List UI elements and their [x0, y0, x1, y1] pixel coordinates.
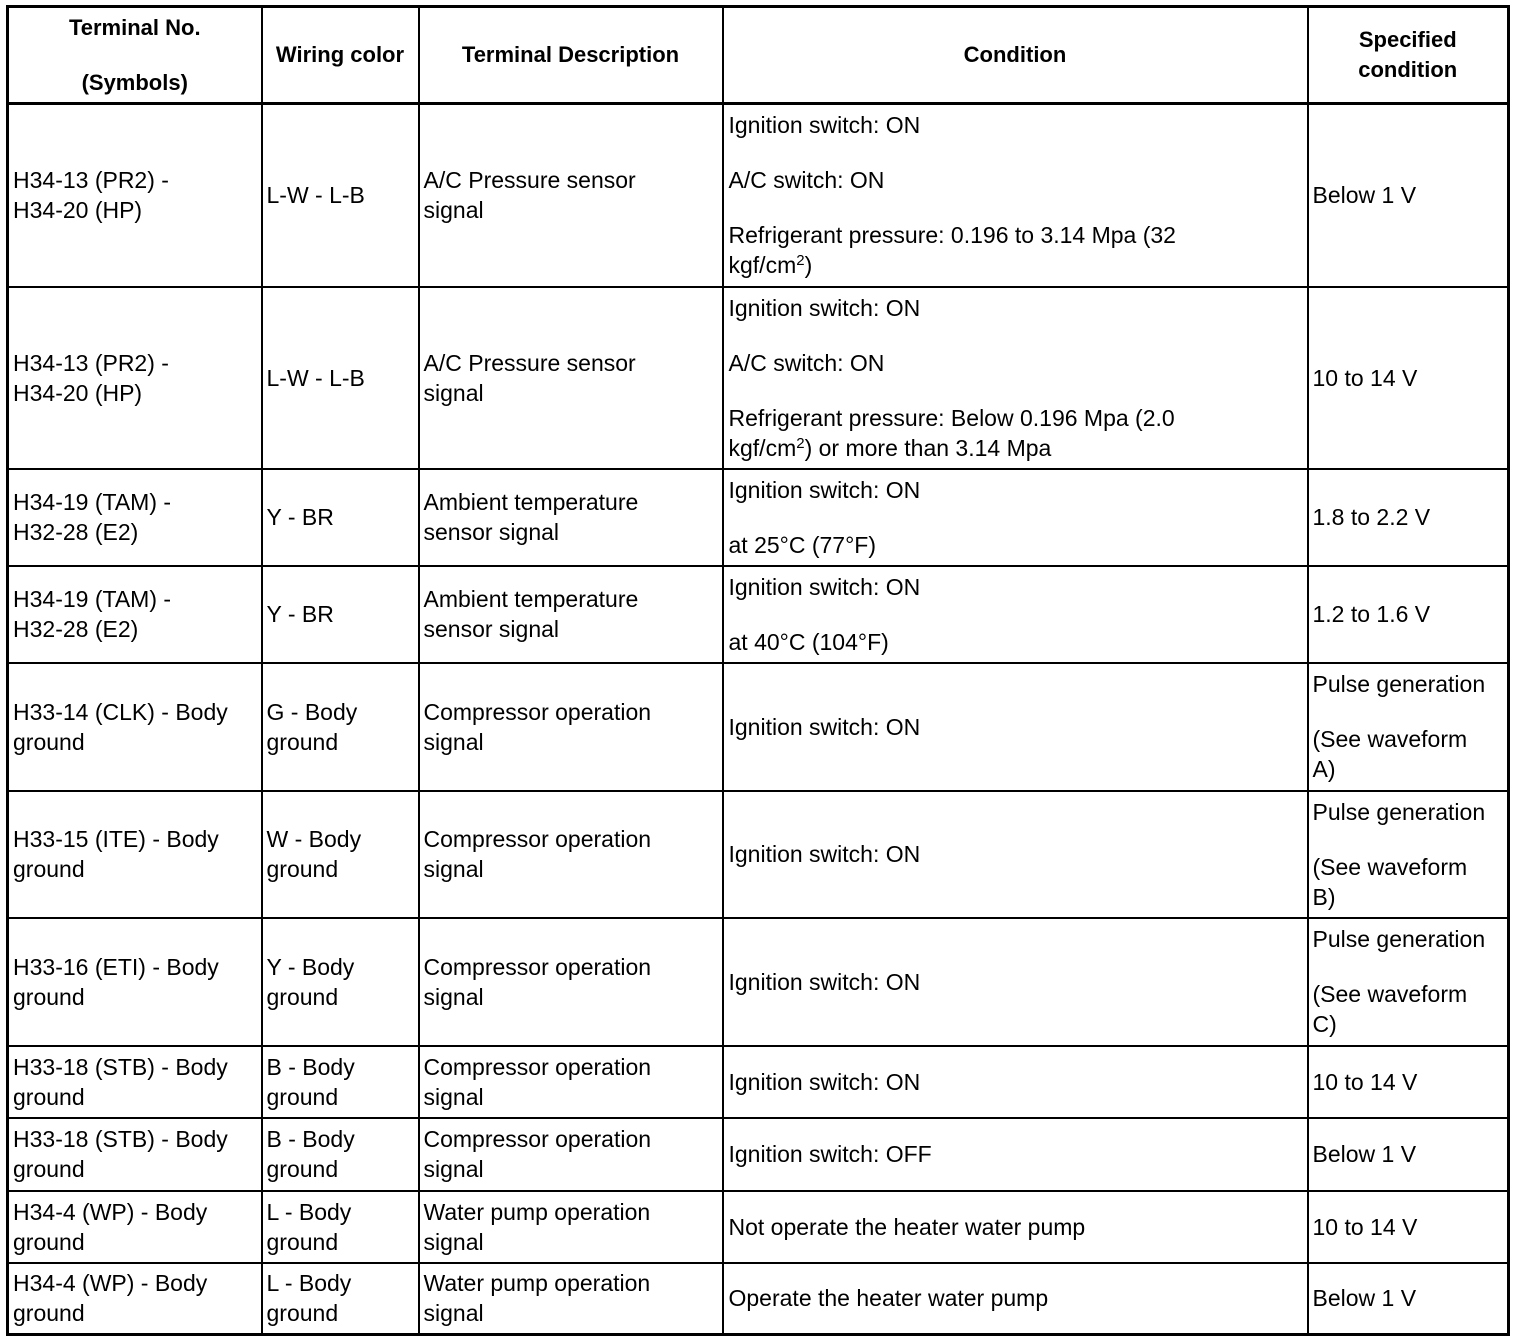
- cell-wiring: [262, 104, 419, 287]
- description-line: Compressor operation: [423, 698, 652, 725]
- table-row: [8, 663, 1509, 791]
- header-specified: [1308, 7, 1509, 104]
- description-line: signal: [423, 856, 484, 882]
- condition-line: at 25°C (77°F): [728, 531, 877, 558]
- header-specified-line2: condition: [1358, 57, 1458, 82]
- cell-wiring: [262, 1263, 419, 1335]
- terminal-line: H32-28 (E2): [13, 616, 139, 642]
- header-description: Terminal Description: [419, 7, 723, 104]
- terminal-line: H32-28 (E2): [13, 519, 139, 545]
- condition-line: at 40°C (104°F): [728, 628, 889, 655]
- description-line: signal: [423, 1156, 484, 1182]
- wiring-line: ground: [266, 1083, 339, 1110]
- terminal-line: ground: [13, 1228, 85, 1255]
- description-line: Ambient temperature: [423, 586, 639, 612]
- cell-specified: [1308, 1263, 1509, 1335]
- terminal-line: H34-20 (HP): [13, 197, 143, 224]
- condition-line: Not operate the heater water pump: [728, 1213, 1086, 1240]
- terminal-line: H34-19 (TAM) -: [13, 586, 172, 612]
- cell-specified: [1308, 566, 1509, 663]
- specified-line: A): [1312, 756, 1336, 782]
- wiring-line: L-W - L-B: [266, 364, 365, 391]
- terminal-line: ground: [13, 728, 85, 755]
- wiring-line: ground: [266, 1228, 339, 1255]
- cell-wiring: [262, 1118, 419, 1191]
- specified-line: 10 to 14 V: [1312, 1213, 1418, 1240]
- wiring-line: ground: [266, 856, 339, 882]
- terminal-line: H33-18 (STB) - Body: [13, 1126, 228, 1152]
- description-line: Water pump operation: [423, 1198, 651, 1225]
- condition-unit-rest: ) or more than 3.14 Mpa: [804, 434, 1052, 461]
- terminal-line: H34-4 (WP) - Body: [13, 1270, 208, 1297]
- cell-description: [419, 1191, 723, 1263]
- table-row: [8, 1046, 1509, 1118]
- condition-unit-line: [729, 433, 1303, 463]
- specified-line: Below 1 V: [1312, 1141, 1417, 1167]
- condition-line: Ignition switch: ON: [728, 1068, 921, 1095]
- description-line: sensor signal: [423, 519, 560, 545]
- cell-specified: [1308, 1191, 1509, 1263]
- wiring-line: B - Body: [266, 1053, 355, 1080]
- terminal-line: ground: [13, 1300, 85, 1327]
- cell-specified: [1308, 1046, 1509, 1118]
- specified-line: 1.8 to 2.2 V: [1312, 504, 1431, 530]
- specified-line: B): [1312, 883, 1336, 910]
- cell-terminal: [8, 566, 262, 663]
- cell-terminal: [8, 1191, 262, 1263]
- condition-line: Ignition switch: OFF: [728, 1141, 932, 1167]
- condition-line: Ignition switch: ON: [728, 841, 921, 867]
- specified-line: (See waveform: [1312, 726, 1468, 752]
- condition-unit-line: [729, 250, 1303, 280]
- cell-condition: [723, 1263, 1308, 1335]
- condition-line: Ignition switch: ON: [728, 476, 921, 503]
- terminal-line: H34-13 (PR2) -: [13, 167, 169, 194]
- cell-description: [419, 663, 723, 791]
- cell-condition: [723, 566, 1308, 663]
- condition-unit-exponent: 2: [796, 252, 805, 270]
- description-line: A/C Pressure sensor: [423, 349, 636, 376]
- condition-line: Ignition switch: ON: [728, 573, 921, 600]
- description-line: signal: [423, 379, 484, 406]
- description-line: Water pump operation: [423, 1270, 651, 1297]
- cell-condition: [723, 469, 1308, 566]
- terminal-line: H33-16 (ETI) - Body: [13, 953, 219, 980]
- specified-line: 1.2 to 1.6 V: [1312, 601, 1431, 627]
- condition-unit: kgf/cm: [728, 252, 797, 279]
- wiring-line: L-W - L-B: [266, 182, 365, 209]
- terminal-line: H34-13 (PR2) -: [13, 349, 169, 376]
- description-line: signal: [423, 728, 484, 755]
- cell-terminal: [8, 1118, 262, 1191]
- condition-line: Operate the heater water pump: [728, 1285, 1049, 1312]
- specified-line: Pulse generation: [1312, 671, 1486, 697]
- header-condition: Condition: [723, 7, 1308, 104]
- condition-unit: kgf/cm: [728, 434, 797, 461]
- header-terminal-line1: Terminal No.: [68, 14, 201, 40]
- terminal-line: ground: [13, 1156, 85, 1182]
- condition-line: A/C switch: ON: [728, 167, 885, 194]
- cell-terminal: [8, 104, 262, 287]
- description-line: Compressor operation: [423, 826, 652, 852]
- wiring-line: Y - BR: [266, 504, 334, 530]
- terminal-line: H34-4 (WP) - Body: [13, 1198, 208, 1225]
- description-line: signal: [423, 1228, 484, 1255]
- description-line: Compressor operation: [423, 1053, 652, 1080]
- cell-description: [419, 918, 723, 1046]
- wiring-line: ground: [266, 728, 339, 755]
- cell-terminal: [8, 1263, 262, 1335]
- table-header: [8, 7, 1509, 104]
- cell-description: [419, 791, 723, 918]
- table-row: [8, 791, 1509, 918]
- table-row: [8, 918, 1509, 1046]
- cell-description: [419, 287, 723, 469]
- terminal-line: H33-18 (STB) - Body: [13, 1053, 228, 1080]
- specified-line: 10 to 14 V: [1312, 1068, 1418, 1095]
- specified-line: Pulse generation: [1312, 798, 1486, 825]
- cell-specified: [1308, 104, 1509, 287]
- header-specified-line1: Specified: [1358, 27, 1457, 52]
- cell-wiring: [262, 791, 419, 918]
- terminal-line: H33-15 (ITE) - Body: [13, 826, 219, 852]
- condition-line: Ignition switch: ON: [728, 294, 921, 321]
- table-body: [8, 104, 1509, 1335]
- wiring-line: B - Body: [266, 1126, 355, 1152]
- description-line: A/C Pressure sensor: [423, 167, 636, 194]
- cell-specified: [1308, 1118, 1509, 1191]
- condition-line: Ignition switch: ON: [728, 112, 921, 139]
- cell-condition: [723, 287, 1308, 469]
- cell-specified: [1308, 663, 1509, 791]
- header-terminal-line2: (Symbols): [81, 69, 188, 95]
- table-row: [8, 566, 1509, 663]
- cell-condition: [723, 918, 1308, 1046]
- cell-terminal: [8, 287, 262, 469]
- condition-unit-rest: ): [804, 252, 813, 279]
- specified-line: Below 1 V: [1312, 1285, 1417, 1312]
- cell-terminal: [8, 918, 262, 1046]
- wiring-line: L - Body: [266, 1270, 352, 1297]
- condition-line: Ignition switch: ON: [728, 713, 921, 740]
- terminal-line: H34-19 (TAM) -: [13, 489, 172, 515]
- cell-terminal: [8, 469, 262, 566]
- cell-description: [419, 1263, 723, 1335]
- cell-terminal: [8, 663, 262, 791]
- cell-condition: [723, 1118, 1308, 1191]
- cell-wiring: [262, 469, 419, 566]
- terminal-line: ground: [13, 983, 85, 1010]
- cell-condition: [723, 1191, 1308, 1263]
- specified-line: (See waveform: [1312, 853, 1468, 880]
- description-line: signal: [423, 197, 484, 224]
- wiring-line: ground: [266, 983, 339, 1010]
- condition-line: A/C switch: ON: [728, 349, 885, 376]
- table-row: [8, 1191, 1509, 1263]
- terminal-line: H34-20 (HP): [13, 379, 143, 406]
- cell-wiring: [262, 566, 419, 663]
- cell-specified: [1308, 791, 1509, 918]
- description-line: sensor signal: [423, 616, 560, 642]
- cell-wiring: [262, 1191, 419, 1263]
- description-line: Compressor operation: [423, 1126, 652, 1152]
- specified-line: Pulse generation: [1312, 926, 1486, 952]
- cell-wiring: [262, 663, 419, 791]
- specified-line: 10 to 14 V: [1312, 364, 1418, 391]
- table-row: [8, 104, 1509, 287]
- cell-condition: [723, 791, 1308, 918]
- cell-terminal: [8, 1046, 262, 1118]
- wiring-line: L - Body: [266, 1198, 352, 1225]
- cell-condition: [723, 663, 1308, 791]
- cell-specified: [1308, 287, 1509, 469]
- terminal-line: H33-14 (CLK) - Body: [13, 698, 228, 725]
- wiring-line: Y - Body: [266, 953, 355, 980]
- cell-description: [419, 1046, 723, 1118]
- cell-condition: [723, 104, 1308, 287]
- cell-condition: [723, 1046, 1308, 1118]
- cell-specified: [1308, 918, 1509, 1046]
- description-line: signal: [423, 1300, 484, 1327]
- cell-wiring: [262, 287, 419, 469]
- wiring-line: W - Body: [266, 826, 362, 852]
- description-line: Compressor operation: [423, 953, 652, 980]
- cell-description: [419, 566, 723, 663]
- wiring-line: ground: [266, 1300, 339, 1327]
- terminal-line: ground: [13, 1083, 85, 1110]
- cell-description: [419, 469, 723, 566]
- terminal-line: ground: [13, 856, 85, 882]
- description-line: Ambient temperature: [423, 489, 639, 515]
- wiring-line: G - Body: [266, 698, 358, 725]
- table-row: [8, 1118, 1509, 1191]
- description-line: signal: [423, 983, 484, 1010]
- wiring-line: ground: [266, 1156, 339, 1182]
- cell-terminal: [8, 791, 262, 918]
- condition-unit-exponent: 2: [796, 434, 805, 452]
- cell-description: [419, 104, 723, 287]
- wiring-line: Y - BR: [266, 601, 334, 627]
- terminal-spec-table: [6, 5, 1510, 1336]
- table-row: [8, 469, 1509, 566]
- specified-line: Below 1 V: [1312, 182, 1417, 209]
- cell-specified: [1308, 469, 1509, 566]
- table-row: [8, 287, 1509, 469]
- condition-line: Ignition switch: ON: [728, 968, 921, 995]
- specified-line: C): [1312, 1011, 1337, 1037]
- cell-wiring: [262, 1046, 419, 1118]
- specified-line: (See waveform: [1312, 981, 1468, 1007]
- cell-wiring: [262, 918, 419, 1046]
- table-row: [8, 1263, 1509, 1335]
- condition-line: Refrigerant pressure: Below 0.196 Mpa (2.0: [728, 404, 1175, 431]
- header-terminal: [8, 7, 262, 104]
- header-wiring: Wiring color: [262, 7, 419, 104]
- condition-line: Refrigerant pressure: 0.196 to 3.14 Mpa (32: [728, 222, 1176, 249]
- cell-description: [419, 1118, 723, 1191]
- description-line: signal: [423, 1083, 484, 1110]
